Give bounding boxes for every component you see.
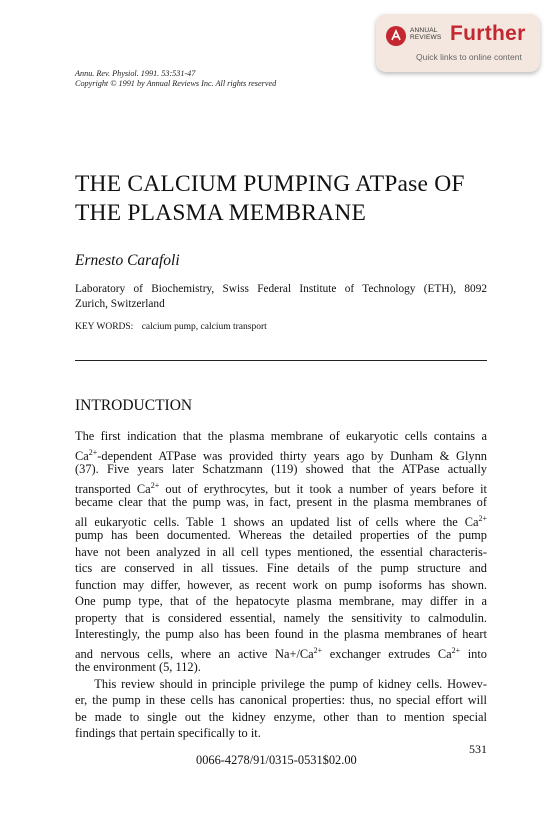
journal-citation [75, 69, 276, 89]
body-line: function may differ, however, as recent work on pump isoforms has shown. [75, 577, 487, 592]
further-badge[interactable] [376, 14, 540, 72]
keywords-label: KEY WORDS: [75, 322, 134, 332]
badge-further-label[interactable]: Further [450, 22, 526, 45]
author-name: Ernesto Carafoli [75, 252, 180, 269]
body-line: One pump type, that of the hepatocyte plasma membrane, may differ in a [75, 594, 487, 608]
body-line: $Ca^{2+}$-dependent ATPase was provided thirty years ago by Dunham & Glynn [75, 447, 487, 463]
body-line: the environment (5, 112). [75, 660, 201, 674]
body-line: be made to single out the kidney enzyme, other than to mention special [75, 709, 487, 724]
badge-subtext: Quick links to online content [416, 52, 522, 62]
body-text [75, 428, 487, 742]
title-line-1: THE CALCIUM PUMPING ATPase OF [75, 171, 465, 197]
body-line: Interestingly, the pump also has been found in the plasma membranes of heart [75, 627, 487, 641]
keywords [75, 322, 267, 332]
body-line: have not been analyzed in all cell types mentioned, the essential characteris- [75, 544, 487, 559]
body-line: The first indication that the plasma membrane of eukaryotic cells contains a [75, 429, 487, 443]
page-number: 531 [469, 742, 487, 756]
title-line-2: THE PLASMA MEMBRANE [75, 200, 367, 226]
affiliation-line-2: Zurich, Switzerland [75, 298, 165, 310]
body-line: all eukaryotic cells. Table 1 shows an updated list of cells where the $Ca^{2+}$ [75, 513, 487, 529]
body-line: pump has been documented. Whereas the detailed properties of the pump [75, 528, 487, 542]
body-line: transported $Ca^{2+}$ out of erythrocytes, but it took a number of years before it [75, 480, 487, 496]
section-heading: INTRODUCTION [75, 397, 193, 414]
badge-brand: ANNUAL REVIEWS [410, 27, 442, 41]
body-line: and nervous cells, where an active $Na+/Ca^{2+}$ exchanger extrudes $Ca^{2+}$ into [75, 645, 487, 661]
article-code: 0066-4278/91/0315-0531$02.00 [196, 753, 357, 767]
copyright-line: Copyright © 1991 by Annual Reviews Inc. All rights reserved [75, 79, 277, 88]
body-line: findings that pertain specifically to it. [75, 726, 261, 740]
body-line: tics are conserved in all tissues. Fine details of the pump structure and [75, 561, 487, 575]
section-divider [75, 360, 487, 361]
body-line: property that is considered essential, namely the sensitivity to calmodulin. [75, 610, 487, 625]
body-line: (37). Five years later Schatzmann (119) showed that the ATPase actually [75, 462, 487, 476]
body-line: This review should in principle privilege the pump of kidney cells. Howev- [75, 676, 487, 691]
body-line: er, the pump in these cells has canonical properties: thus, no special effort will [75, 693, 487, 707]
annual-reviews-logo-icon [386, 26, 406, 46]
keywords-value: calcium pump, calcium transport [141, 322, 267, 332]
affiliation [75, 282, 487, 312]
article-title [75, 170, 505, 228]
citation-line: Annu. Rev. Physiol. 1991. 53:531-47 [75, 69, 196, 78]
affiliation-line-1: Laboratory of Biochemistry, Swiss Federal Institute of Technology (ETH), 8092 [75, 283, 487, 295]
body-line: became clear that the pump was, in fact, present in the plasma membranes of [75, 495, 487, 509]
